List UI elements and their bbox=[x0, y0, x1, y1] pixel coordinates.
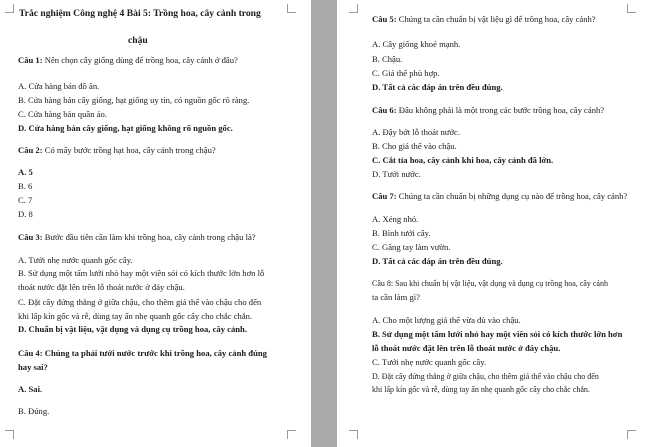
question-3-number: Câu 3: bbox=[18, 232, 43, 242]
q2-option-b: B. 6 bbox=[18, 181, 33, 191]
q5-option-c: C. Giá thể phù hợp. bbox=[372, 68, 440, 78]
question-2-text: Có mấy bước trồng hạt hoa, cây cảnh trong chậu? bbox=[42, 145, 216, 155]
q8-option-d: D. Đặt cây đứng thẳng ở giữa chậu, cho thêm giá thể vào chậu cho đến bbox=[372, 372, 599, 381]
q2-option-c: C. 7 bbox=[18, 195, 33, 205]
q6-option-a: A. Đậy bớt lỗ thoát nước. bbox=[372, 127, 460, 137]
q3-option-c-continued: khi lấp kín gốc và rễ, dùng tay ấn nhẹ quanh gốc cây cho chắc chắn. bbox=[18, 311, 253, 321]
q6-option-d: D. Tưới nước. bbox=[372, 169, 421, 179]
question-7 bbox=[372, 191, 627, 202]
q1-option-a: A. Cửa hàng bán đồ ăn. bbox=[18, 81, 100, 91]
q3-option-b-continued: thoát nước đặt lên trên lỗ thoát nước ở đáy chậu. bbox=[18, 282, 185, 292]
q1-option-c: C. Cửa hàng bán quần áo. bbox=[18, 109, 107, 119]
crop-mark-top-left bbox=[349, 4, 358, 13]
crop-mark-top-right bbox=[627, 4, 636, 13]
document-title-continued: chậu bbox=[128, 35, 148, 46]
q8-option-b-answer-continued: lỗ thoát nước đặt lên trên lỗ thoát nước ở đáy chậu. bbox=[372, 343, 561, 353]
question-4-continued: hay sai? bbox=[18, 362, 48, 372]
crop-mark-bottom-right bbox=[287, 430, 296, 439]
q1-option-d-answer: D. Cửa hàng bán cây giống, hạt giống không rõ nguồn gốc. bbox=[18, 123, 233, 133]
q5-option-a: A. Cây giống khoẻ mạnh. bbox=[372, 39, 461, 49]
question-2-number: Câu 2: bbox=[18, 145, 43, 155]
q3-option-b: B. Sử dụng một tấm lưới nhỏ hay một viên sỏi có kích thước lớn hơn lỗ bbox=[18, 268, 265, 278]
q5-option-d-answer: D. Tất cả các đáp án trên đều đúng. bbox=[372, 82, 503, 92]
q4-option-b: B. Đúng. bbox=[18, 406, 50, 416]
question-8-continued: ta cần làm gì? bbox=[372, 292, 420, 302]
q1-option-b: B. Cửa hàng bán cây giống, hạt giống uy tín, có nguồn gốc rõ ràng. bbox=[18, 95, 250, 105]
crop-mark-bottom-left bbox=[5, 430, 14, 439]
crop-mark-top-right bbox=[287, 4, 296, 13]
q8-option-a: A. Cho một lượng giá thể vừa đủ vào chậu. bbox=[372, 315, 521, 325]
question-8: Câu 8: Sau khi chuẩn bị vật liệu, vật dụng và dụng cụ trồng hoa, cây cảnh bbox=[372, 279, 608, 288]
q7-option-d-answer: D. Tất cả các đáp án trên đều đúng. bbox=[372, 256, 503, 266]
q3-option-c: C. Đặt cây đứng thẳng ở giữa chậu, cho thêm giá thể vào chậu cho đến bbox=[18, 297, 262, 307]
q4-option-a-answer: A. Sai. bbox=[18, 384, 43, 394]
q3-option-a: A. Tưới nhẹ nước quanh gốc cây. bbox=[18, 255, 133, 265]
page-gap bbox=[311, 0, 337, 447]
q2-option-d: D. 8 bbox=[18, 209, 33, 219]
question-3-text: Bước đầu tiên cần làm khi trồng hoa, cây cảnh trong chậu là? bbox=[42, 232, 256, 242]
crop-mark-bottom-right bbox=[627, 430, 636, 439]
question-1-number: Câu 1: bbox=[18, 55, 43, 65]
document-page-left bbox=[0, 0, 311, 447]
q6-option-b: B. Cho giá thể vào chậu. bbox=[372, 141, 457, 151]
q7-option-b: B. Bình tưới cây. bbox=[372, 228, 431, 238]
question-6-number: Câu 6: bbox=[372, 105, 397, 115]
crop-mark-bottom-left bbox=[349, 430, 358, 439]
question-3 bbox=[18, 232, 256, 243]
q7-option-c: C. Găng tay làm vườn. bbox=[372, 242, 451, 252]
q7-option-a: A. Xẻng nhỏ. bbox=[372, 214, 419, 224]
q6-option-c-answer: C. Cắt tỉa hoa, cây cảnh khi hoa, cây cảnh đã lớn. bbox=[372, 155, 554, 165]
q5-option-b: B. Chậu. bbox=[372, 54, 403, 64]
document-page-right bbox=[337, 0, 650, 447]
question-5-text: Chúng ta cần chuẩn bị vật liệu gì để trồng hoa, cây cảnh? bbox=[396, 14, 596, 24]
q3-option-d-answer: D. Chuẩn bị vật liệu, vật dụng và dụng cụ trồng hoa, cây cảnh. bbox=[18, 324, 247, 334]
question-1 bbox=[18, 55, 238, 66]
q8-option-c: C. Tưới nhẹ nước quanh gốc cây. bbox=[372, 357, 487, 367]
question-6 bbox=[372, 105, 604, 116]
document-title: Trắc nghiệm Công nghệ 4 Bài 5: Trồng hoa, cây cảnh trong bbox=[19, 8, 261, 19]
question-7-text: Chúng ta cần chuẩn bị những dụng cụ nào để trồng hoa, cây cảnh? bbox=[396, 191, 628, 201]
question-5 bbox=[372, 14, 596, 25]
q8-option-d-continued: khi lấp kín gốc và rễ, dùng tay ấn nhẹ quanh gốc cây cho chắc chắn. bbox=[372, 385, 590, 394]
question-4: Câu 4: Chúng ta phải tưới nước trước khi trồng hoa, cây cảnh đúng bbox=[18, 348, 267, 358]
crop-mark-top-left bbox=[5, 4, 14, 13]
question-7-number: Câu 7: bbox=[372, 191, 397, 201]
q2-option-a-answer: A. 5 bbox=[18, 167, 33, 177]
question-2 bbox=[18, 145, 216, 156]
question-6-text: Đâu không phải là một trong các bước trồng hoa, cây cảnh? bbox=[396, 105, 605, 115]
q8-option-b-answer: B. Sử dụng một tấm lưới nhỏ hay một viên sỏi có kích thước lớn hơn bbox=[372, 329, 623, 339]
question-5-number: Câu 5: bbox=[372, 14, 397, 24]
question-1-text: Nên chọn cây giống dùng để trồng hoa, cây cảnh ở đâu? bbox=[42, 55, 238, 65]
